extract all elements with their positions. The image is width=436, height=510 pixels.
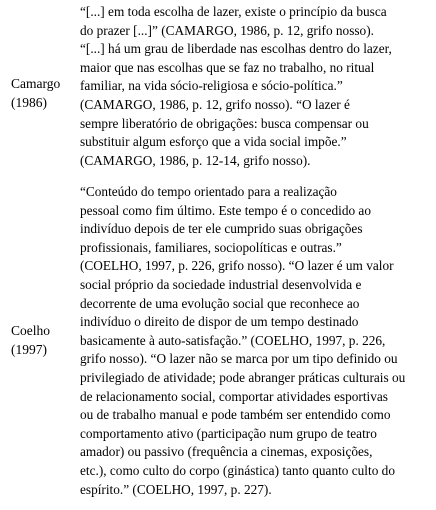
quote-cell [80, 3, 432, 170]
quote-line: decorrente de uma evolução social que reconhece ao [80, 295, 360, 311]
table-row-coelho [0, 183, 436, 510]
quote-line: (COELHO, 1997, p. 226, grifo nosso). “O lazer é um valor [80, 258, 394, 274]
quote-line: maior que nas escolhas que se faz no trabalho, no ritual [80, 59, 375, 75]
quote-line: de relacionamento social, comportar atividades esportivas [80, 388, 388, 404]
quote-line: profissionais, familiares, sociopolíticas e outras.” [80, 239, 342, 255]
quote-line: (CAMARGO, 1986, p. 12-14, grifo nosso). [80, 152, 311, 168]
quote-line: indivíduo o direito de dispor de um tempo destinado [80, 314, 359, 330]
quote-line: ou de trabalho manual e pode também ser entendido como [80, 407, 391, 423]
table-row-camargo [0, 3, 436, 183]
quote-line: substituir algum esforço que a vida social impõe.” [80, 134, 347, 150]
quote-line: do prazer [...]” (CAMARGO, 1986, p. 12, grifo nosso). [80, 22, 374, 38]
author-name: Camargo [11, 76, 61, 91]
quote-line: “[...] em toda escolha de lazer, existe o princípio da busca [80, 4, 387, 19]
quote-line: espírito.” (COELHO, 1997, p. 227). [80, 481, 272, 497]
quote-line: privilegiado de atividade; pode abranger práticas culturais ou [80, 369, 406, 385]
quote-line: familiar, na vida sócio-religiosa e sócio-política.” [80, 78, 343, 94]
author-cell [11, 321, 75, 359]
quote-line: grifo nosso). “O lazer não se marca por um tipo definido ou [80, 351, 398, 367]
quote-line: comportamento ativo (participação num grupo de teatro [80, 425, 377, 441]
author-name: Coelho [11, 323, 50, 338]
quote-line: social próprio da sociedade industrial desenvolvida e [80, 276, 362, 292]
quote-line: pessoal como fim último. Este tempo é o concedido ao [80, 202, 371, 218]
quote-cell [80, 183, 432, 499]
author-year: (1986) [11, 95, 47, 110]
quote-line: (CAMARGO, 1986, p. 12, grifo nosso). “O lazer é [80, 96, 350, 112]
quote-line: “Conteúdo do tempo orientado para a realização [80, 184, 337, 199]
author-year: (1997) [11, 342, 47, 357]
quote-line: basicamente à auto-satisfação.” (COELHO, 1997, p. 226, [80, 332, 386, 348]
quote-line: etc.), como culto do corpo (ginástica) tanto quanto culto do [80, 462, 395, 478]
quote-line: indivíduo depois de ter ele cumprido suas obrigações [80, 221, 363, 237]
quote-line: “[...] há um grau de liberdade nas escolhas dentro do lazer, [80, 41, 392, 57]
quote-line: sempre liberatório de obrigações: busca compensar ou [80, 115, 369, 131]
quote-line: amador) ou passivo (frequência a cinemas, exposições, [80, 444, 373, 460]
author-cell [11, 74, 75, 112]
